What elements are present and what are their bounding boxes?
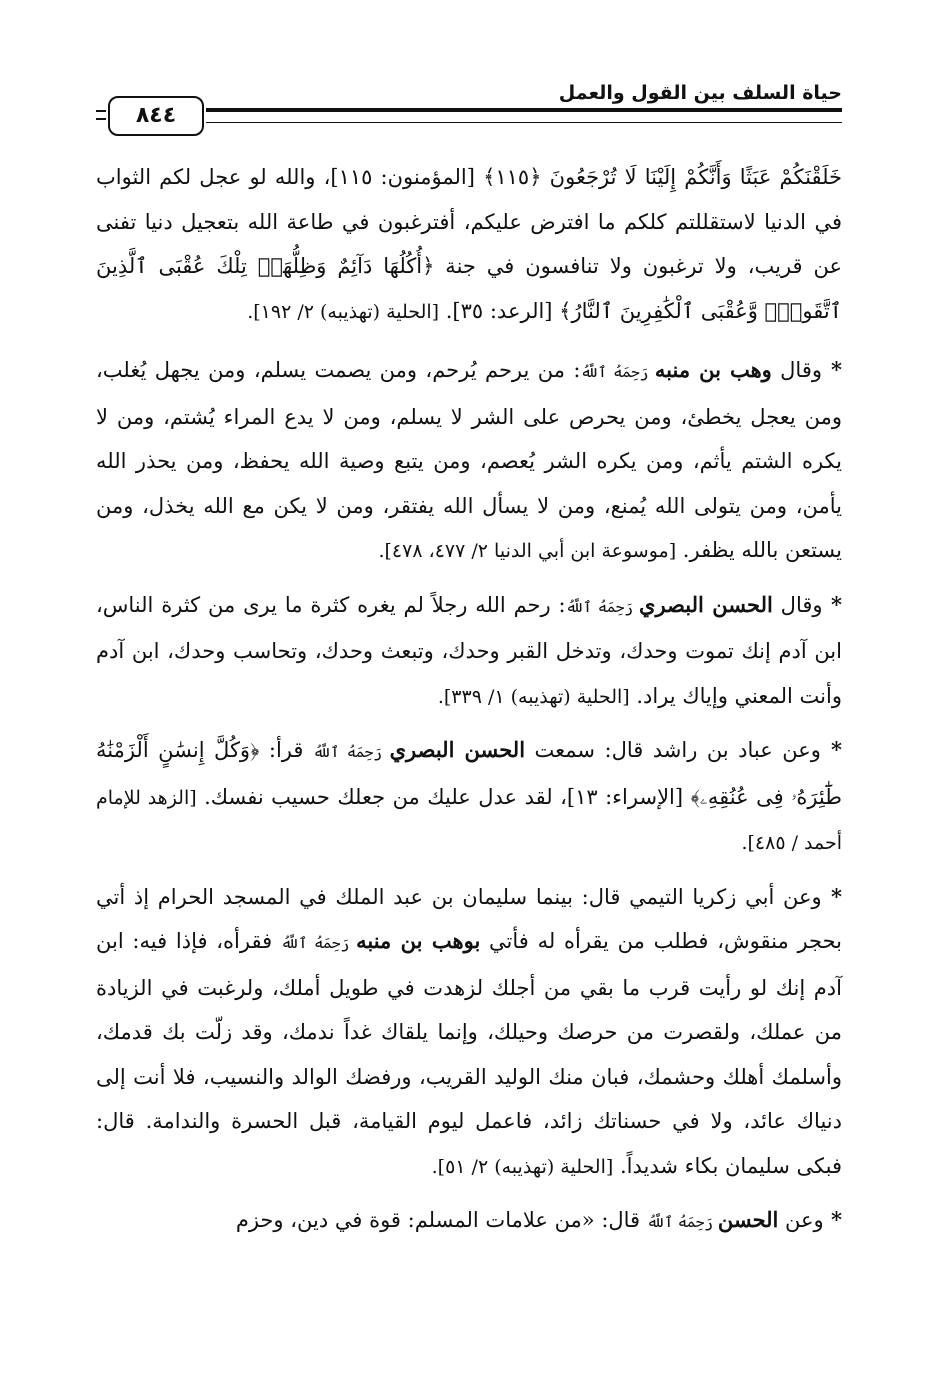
narrator-name: الحسن	[717, 1207, 779, 1232]
body-text: قرأ:	[259, 738, 313, 762]
body-text: وعن عباد بن راشد قال: سمعت	[525, 738, 821, 762]
paragraph	[96, 1198, 842, 1245]
honorific-glyph: رَحِمَهُ ٱللَّهُ	[312, 743, 390, 761]
quran-verse: ﴿أُكُلُهَا دَآئِمٌ وَظِلُّهَاۚ تِلْكَ عُقْبَى ٱلَّذِينَ ٱتَّقَواْۖ وَّعُقْبَى ٱلْكَٰفِرِينَ ٱلنَّارُ﴾	[96, 254, 842, 323]
honorific-glyph: رَحِمَهُ ٱللَّهُ	[280, 934, 357, 952]
body-text: [الإسراء: ١٣]، لقد عدل عليك من جعلك حسيب نفسك.	[196, 784, 691, 809]
body-text: وعن أبي زكريا التيمي قال: بينما سليمان بن عبد الملك في المسجد الحرام إذ أتي بحجر منقوش، فطلب من يقرأه له فأتي	[96, 884, 842, 953]
body-text: وقال	[772, 592, 823, 617]
paragraph	[96, 583, 842, 720]
quran-verse: خَلَقْنَكُمْ عَبَثًا وَأَنَّكُمْ إِلَيْنَا لَا تُرْجَعُونَ ﴿١١٥﴾	[483, 165, 842, 189]
body-text: فقرأه، فإذا فيه: ابن آدم إنك لو رأيت قرب ما بقي من أجلك لزهدت في طويل أملك، ولرغبت في الزيادة من عملك، ولقصرت من حرصك وحيلك، وإنما يلقاك غداً ندمك، وقد زلّت بك قدمك، وأسلمك أهلك وحشمك، فبان منك الوليد القريب، ورفضك الوالد والنسيب، فلا أنت إلى دنياك عائد، ولا في حسناتك زائد، فاعمل ليوم القيامة، قبل الحسرة والندامة. قال: فبكى سليمان بكاء شديداً.	[96, 929, 842, 1178]
body-text: وعن	[778, 1208, 824, 1232]
page-body	[96, 155, 842, 1254]
source-reference: [الحلية (تهذيبه) ١/ ٣٣٩].	[437, 685, 630, 708]
running-header	[96, 78, 842, 138]
body-text: وقال	[771, 358, 822, 382]
header-double-rule	[206, 108, 842, 123]
paragraph	[96, 728, 842, 866]
bullet-mark: *	[822, 591, 843, 617]
source-reference: [الحلية (تهذيبه) ٢/ ٥١].	[431, 1155, 614, 1178]
quran-verse: ﴿وَكُلَّ إِنسَٰنٍ أَلْزَمْنَٰهُ طَٰٓئِرَهُۥ فِى عُنُقِهِۦ﴾	[96, 738, 842, 809]
bullet-mark: *	[823, 1207, 842, 1232]
paragraph	[96, 875, 842, 1190]
source-reference: [الزهد للإمام أحمد / ٤٨٥].	[96, 786, 842, 854]
bullet-mark: *	[822, 357, 842, 382]
body-text: : رحم الله رجلاً لم يغره كثرة ما يرى من كثرة الناس، ابن آدم إنك تموت وحدك، وتدخل القبر وحدك، وتبعث وحدك، وتحاسب وحدك، ابن آدم وأنت المعني وإياك يراد.	[96, 592, 842, 708]
page-number: ٨٤٤	[108, 96, 204, 136]
narrator-name: بوهب بن منبه	[356, 928, 481, 953]
honorific-glyph: رَحِمَهُ ٱللَّهُ	[580, 363, 655, 381]
body-text: [الرعد: ٣٥].	[439, 298, 560, 323]
honorific-glyph: رَحِمَهُ ٱللَّهُ	[646, 1213, 718, 1231]
source-reference: [الحلية (تهذيبه) ٢/ ١٩٢].	[247, 300, 440, 323]
narrator-name: وهب بن منبه	[654, 357, 772, 382]
book-title: حياة السلف بين القول والعمل	[558, 82, 842, 104]
honorific-glyph: رَحِمَهُ ٱللَّهُ	[565, 597, 640, 616]
narrator-name: الحسن البصري	[389, 737, 526, 762]
header-short-rule	[96, 110, 106, 120]
narrator-name: الحسن البصري	[639, 591, 773, 617]
bullet-mark: *	[820, 737, 843, 762]
body-text: قال: «من علامات المسلم: قوة في دين، وحزم	[235, 1208, 647, 1232]
source-reference: [موسوعة ابن أبي الدنيا ٢/ ٤٧٧، ٤٧٨].	[378, 540, 677, 562]
paragraph	[96, 155, 842, 334]
paragraph	[96, 348, 842, 574]
body-text: [المؤمنون: ١١٥]، والله لو عجل لكم الثواب في الدنيا لاستقللتم كلكم ما افترض عليكم، أفترغبون في طاعة الله بتعجيل دنيا تفنى عن قريب، ولا ترغبون ولا تنافسون في جنة	[96, 165, 842, 278]
body-text: : من يرحم يُرحم، ومن يصمت يسلم، ومن يجهل يُغلب، ومن يعجل يخطئ، ومن يحرص على الشر لا يسلم، ومن لا يدع المراء يُشتم، ومن لا يكره الشتم يأثم، ومن يكره الشر يُعصم، ومن يتبع وصية الله يحفظ، ومن يحذر الله يأمن، ومن يتولى الله يُمنع، ومن لا يسأل الله يفتقر، ومن لا يكن مع الله يخذل، ومن يستعن بالله يظفر.	[96, 358, 842, 562]
bullet-mark: *	[821, 883, 842, 909]
